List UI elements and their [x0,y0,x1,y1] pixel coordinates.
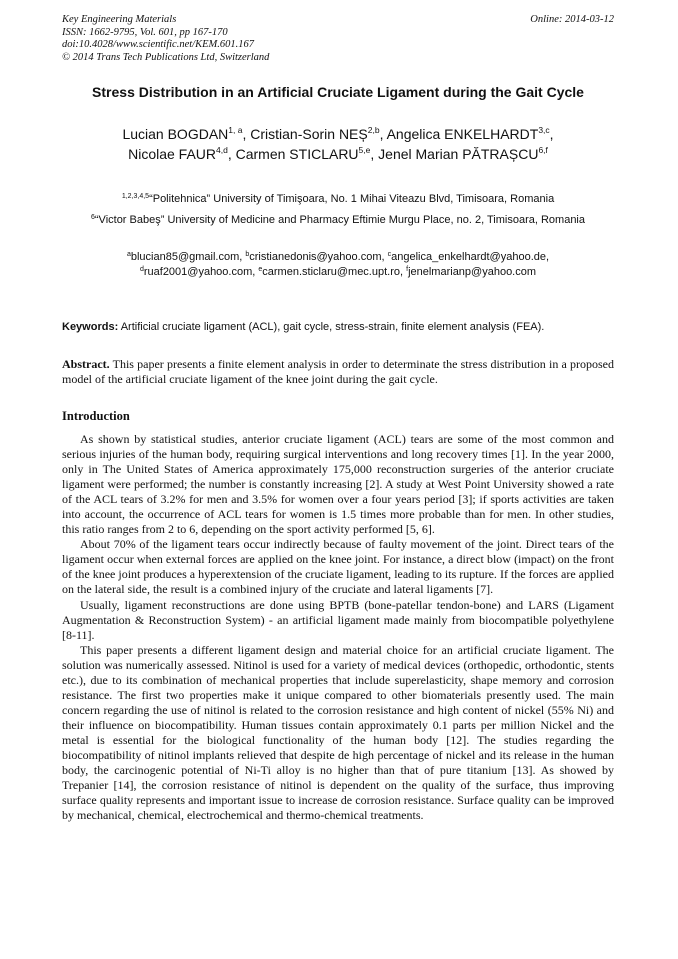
affiliation-superscript: 6 [90,214,95,221]
email-superscript: e [258,266,263,273]
author-superscript: 4,d [216,145,228,155]
affiliation-text: “Politehnica” University of Timişoara, No. 1 Mihai Viteazu Blvd, Timisoara, Romania [149,193,555,205]
author-separator: , [227,146,236,162]
author-name: Jenel Marian PĂTRAȘCU [378,146,539,162]
affiliation [62,213,614,228]
author-name: Lucian BOGDAN [122,126,229,142]
keywords-label: Keywords: [62,321,119,333]
email-address: ruaf2001@yahoo.com, [143,266,259,278]
author-separator: , [379,126,387,142]
journal-issn: ISSN: 1662-9795, Vol. 601, pp 167-170 [62,26,228,38]
affiliation [62,192,614,207]
author-superscript: 5,e [358,145,371,155]
email-superscript: f [406,266,409,273]
email-address: blucian85@gmail.com, [130,251,246,263]
abstract-text: This paper presents a finite element analysis in order to determinate the stress distribution in a proposed model of the artificial cruciate ligament of the knee joint during the gait cycle. [62,357,614,387]
introduction-body [62,432,614,823]
section-heading-introduction: Introduction [62,409,130,423]
email-superscript: c [387,251,392,258]
paragraph: About 70% of the ligament tears occur indirectly because of faulty movement of the joint. Direct tears of the ligament occur when external forces are applied on the knee joint. For instance, a direct blow (impact) on the front of the knee joint produces a hyperextension of the cruciate ligament, leading to its rupture. If the forces are applied on the lateral side, the result is a combined injury of the cruciate and lateral ligaments [7]. [62,537,614,597]
email-address: angelica_enkelhardt@yahoo.de, [391,251,550,263]
affiliation-superscript: 1,2,3,4,5 [121,193,150,200]
journal-doi: doi:10.4028/www.scientific.net/KEM.601.167 [62,39,254,50]
email-address: jenelmarianp@yahoo.com [408,266,537,278]
author-superscript: 2,b [367,125,380,135]
journal-header [62,14,614,64]
author-separator: , [242,126,251,142]
author-superscript: 3,c [538,125,550,135]
author-list [62,124,614,164]
email-address: carmen.sticlaru@mec.upt.ro, [262,266,407,278]
paragraph: This paper presents a different ligament design and material choice for an artificial cruciate ligament. The solution was numerically assessed. Nitinol is used for a variety of medical devices (orthopedic, orthodontic, stents etc.), due to its combination of mechanical properties that include superelasticity, shape memory and corrosion resistance. The first two properties make it unique compared to other biomaterials presently used. The main concern regarding the use of nitinol is related to the corrosion resistance and high content of nickel (55% Ni) and their influence on biocompatibility. Human tissues contain approximately 0.1 parts per million Nickel and the metal is essential for the biological functionality of the human body [12]. The studies regarding the biocompatibility of nitinol implants relieved that despite de high percentage of nickel and its release in the human body, the carcinogenic potential of Ni-Ti alloy is no higher than that of pure titanium [13]. As showed by Trepanier [14], the corrosion resistance of nitinol is dependent on the quality of the surface, thus improving surface quality represents and important issue to increase de corrosion resistance. Surface quality can be improved by mechanical, chemical, electrochemical and thermo-chemical treatments. [62,642,614,823]
author-superscript: 6,f [538,145,548,155]
email-superscript: d [139,266,144,273]
paragraph: As shown by statistical studies, anterior cruciate ligament (ACL) tears are some of the most common and serious injuries of the human body, requiring surgical interventions and long recovery times [1]. In the year 2000, only in The United States of America approximately 175,000 reconstruction surgeries of the anterior cruciate ligament were performed; the number is constantly increasing [2]. A study at West Point University showed a rate of the ACL tears of 3.2% for men and 3.5% for women over a four years period [3]; if sports activities are taken into account, the occurrence of ACL tears for women is 1.5 times more probable than for men. In other studies, this ratio ranges from 2 to 6, depending on the sport activity performed [5, 6]. [62,432,614,537]
author-separator: , [549,126,554,142]
author-separator: , [370,146,379,162]
email-address: cristianedonis@yahoo.com, [249,251,388,263]
author-name: Nicolae FAUR [128,146,217,162]
abstract-label: Abstract. [62,357,110,371]
author-name: Angelica ENKELHARDT [386,126,539,142]
author-emails [62,250,614,280]
keywords-text: Artificial cruciate ligament (ACL), gait cycle, stress-strain, finite element analysis (FEA). [118,321,545,333]
paper-title: Stress Distribution in an Artificial Cruciate Ligament during the Gait Cycle [92,84,584,100]
author-name: Cristian-Sorin NEȘ [250,126,368,142]
abstract [62,357,614,388]
journal-copyright: © 2014 Trans Tech Publications Ltd, Switzerland [62,51,270,63]
paragraph: Usually, ligament reconstructions are done using BPTB (bone-patellar tendon-bone) and LARS (Ligament Augmentation & Reconstruction System) - an artificial ligament made mainly from biocompatible polyethylene [8-11]. [62,597,614,642]
email-superscript: b [245,251,250,258]
author-name: Carmen STICLARU [235,146,359,162]
author-superscript: 1, a [228,125,243,135]
affiliation-text: “Victor Babeş” University of Medicine and Pharmacy Eftimie Murgu Place, no. 2, Timisoara, Romania [94,214,585,226]
online-date: Online: 2014-03-12 [530,14,614,25]
journal-name: Key Engineering Materials [62,14,177,25]
keywords [62,320,614,335]
email-superscript: a [126,251,131,258]
